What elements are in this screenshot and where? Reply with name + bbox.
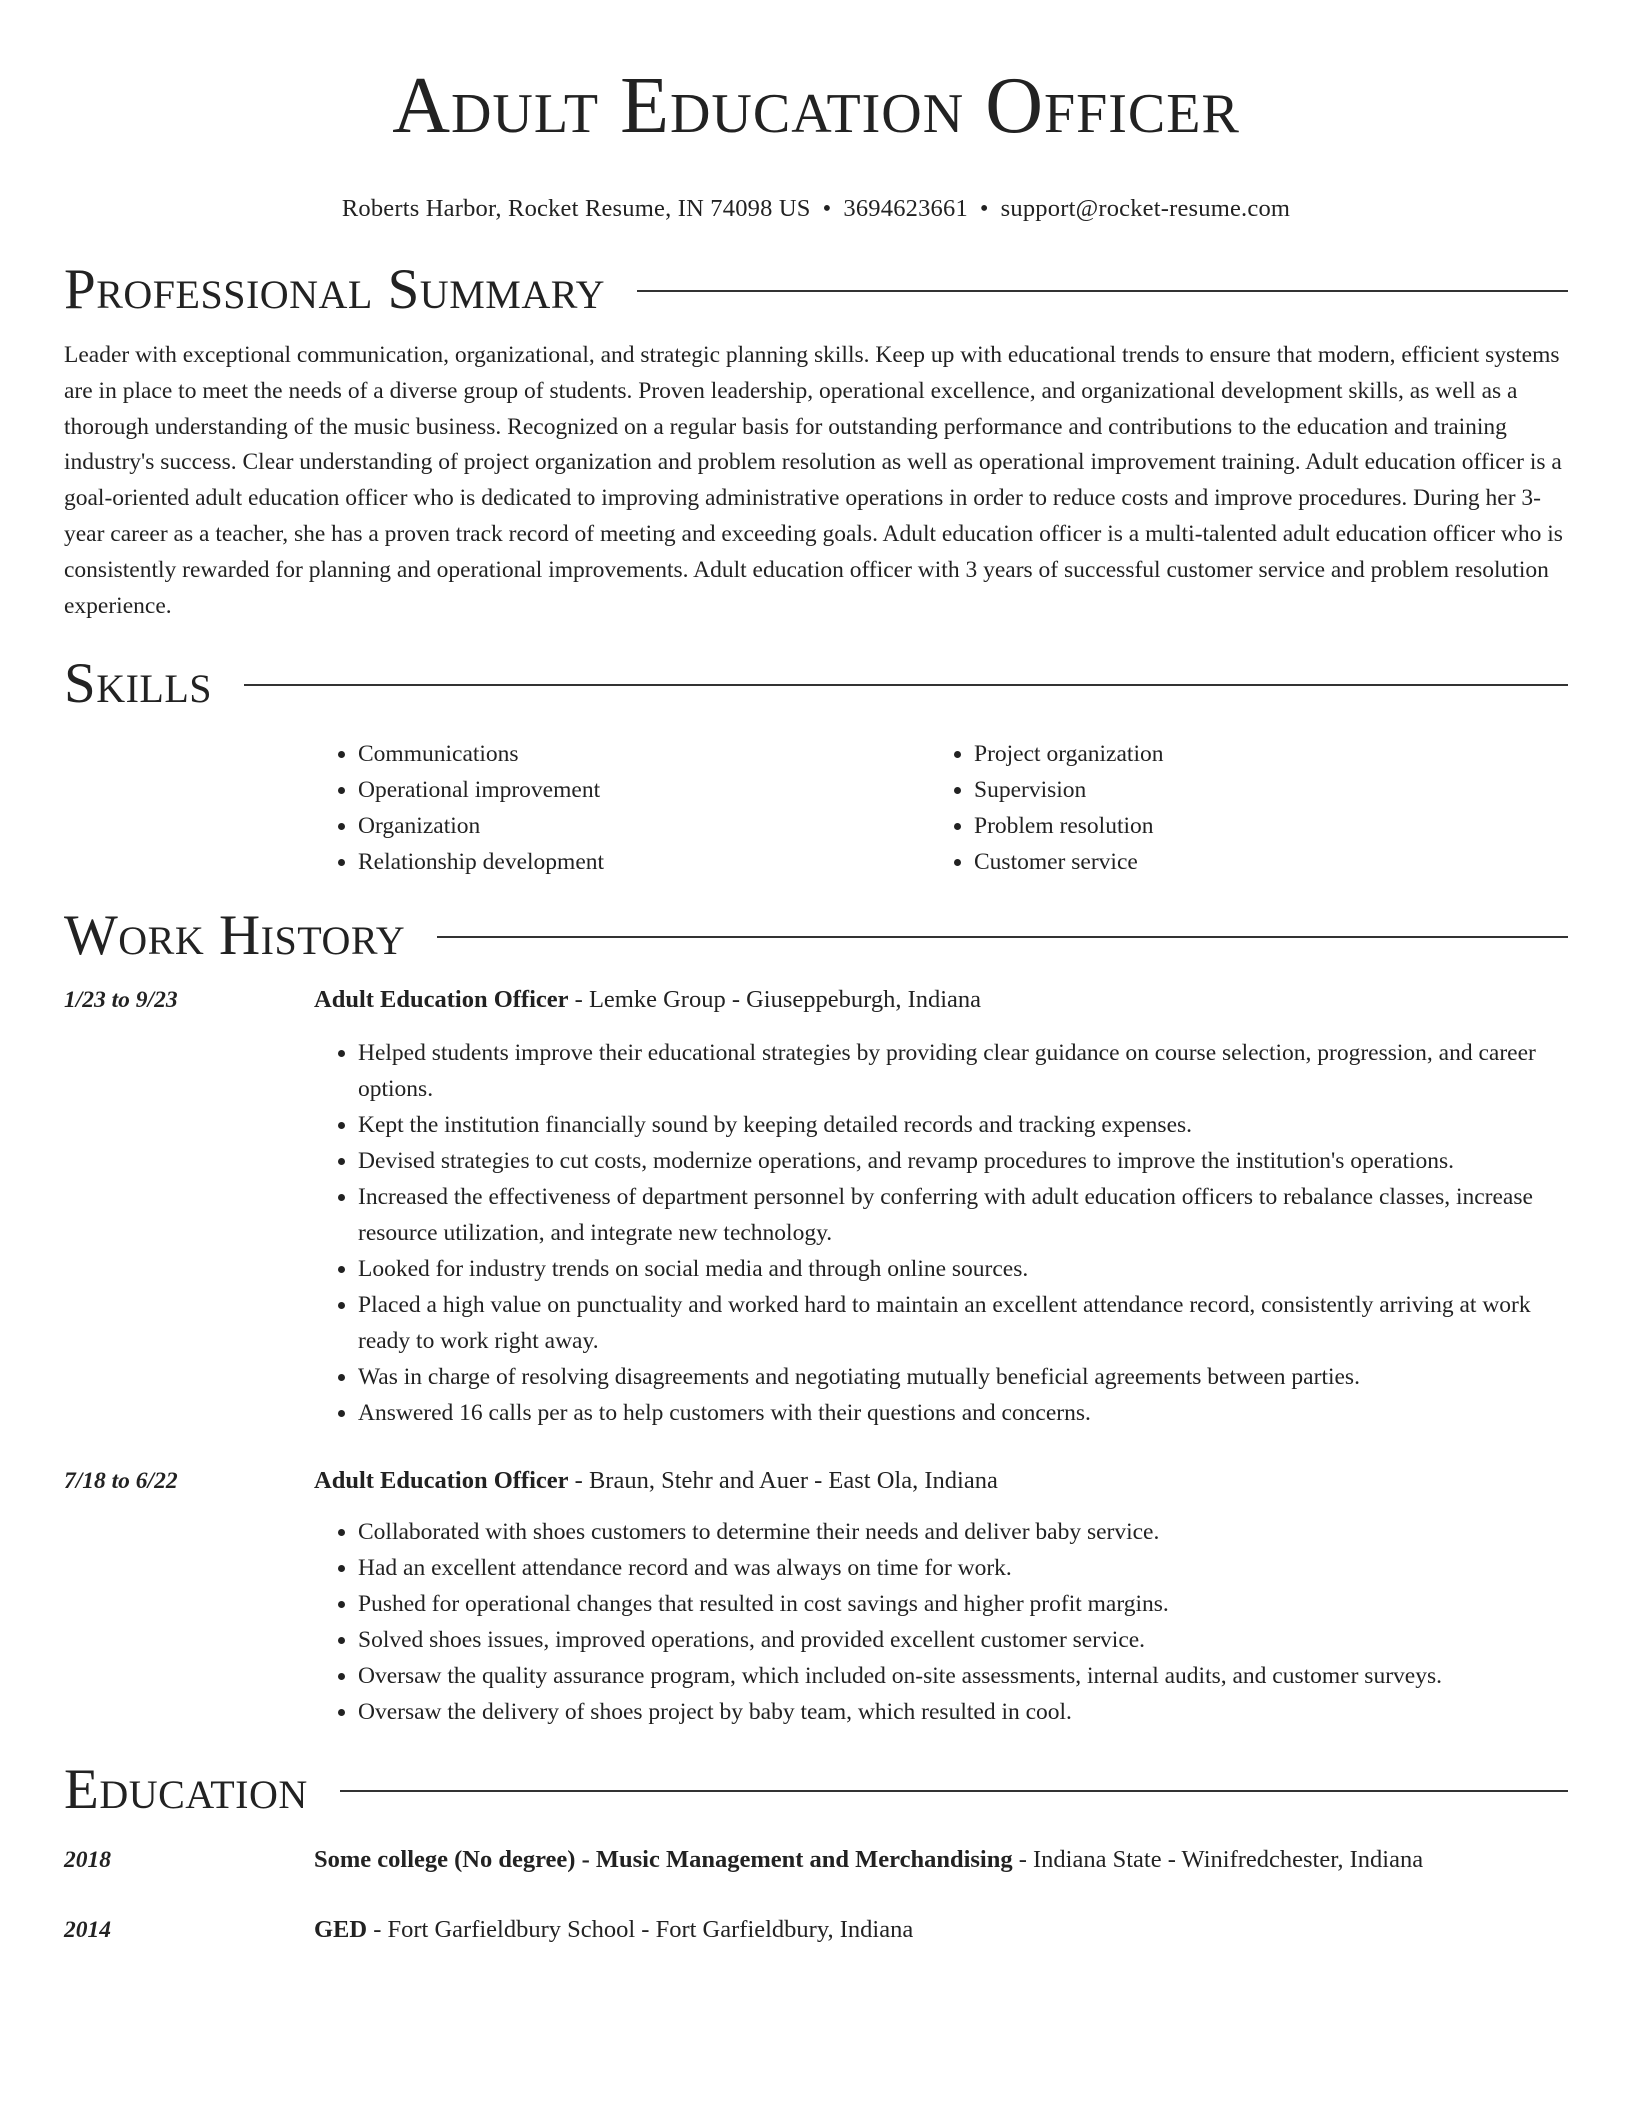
summary-text: Leader with exceptional communication, organizational, and strategic planning skills. Keep up with educational trends to ensure that modern, efficient systems are in place to meet the needs of a diverse group of students. Proven leadership, operational excellence, and organizational development skills, as well as a thorough understanding of the music business. Recognized on a regular basis for outstanding performance and contributions to the education and training industry's success. Clear understanding of project organization and problem resolution as well as operational improvement training. Adult education officer is a goal-oriented adult education officer who is dedicated to improving administrative operations in order to reduce costs and improve procedures. During her 3-year career as a teacher, she has a proven track record of meeting and exceeding goals. Adult education officer is a multi-talented adult education officer who is consistently rewarded for planning and operational improvements. Adult education officer with 3 years of successful customer service and problem resolution experience. bbox=[64, 342, 1563, 619]
resume-name: Adult Education Officer bbox=[392, 62, 1240, 150]
section-divider bbox=[637, 290, 1568, 292]
section-divider bbox=[340, 1790, 1568, 1792]
job-bullets bbox=[314, 1514, 1568, 1730]
education-entry bbox=[64, 1842, 1568, 1878]
education-year: 2018 bbox=[64, 1847, 111, 1874]
job-bullet: • Collaborated with shoes customers to determine their needs and deliver baby service. bbox=[358, 1514, 1568, 1550]
education-school: - Indiana State - Winifredchester, Indiana bbox=[1012, 1846, 1424, 1874]
job-details bbox=[314, 1463, 1568, 1730]
job-bullets bbox=[314, 1035, 1568, 1431]
job-bullet: • Placed a high value on punctuality and worked hard to maintain an excellent attendance record, consistently arriving at work ready to work right away. bbox=[358, 1287, 1568, 1359]
work-section-title: Work History bbox=[64, 904, 406, 968]
job-employer: - Braun, Stehr and Auer - East Ola, Indiana bbox=[568, 1467, 998, 1495]
contact-separator: • bbox=[822, 195, 832, 222]
contact-separator: • bbox=[979, 195, 989, 222]
education-year: 2014 bbox=[64, 1917, 111, 1944]
skill-item: • Project organization bbox=[974, 736, 1546, 772]
skill-item: • Supervision bbox=[974, 772, 1546, 808]
job-entry bbox=[64, 982, 1568, 1431]
job-heading bbox=[314, 982, 1568, 1018]
section-divider bbox=[244, 684, 1568, 686]
section-divider bbox=[437, 936, 1568, 938]
skills-column-right bbox=[930, 736, 1546, 880]
job-employer: - Lemke Group - Giuseppeburgh, Indiana bbox=[568, 986, 982, 1014]
contact-line bbox=[64, 194, 1568, 224]
job-bullet: • Increased the effectiveness of department personnel by conferring with adult education officers to rebalance classes, increase resource utilization, and integrate new technology. bbox=[358, 1179, 1568, 1251]
job-bullet: • Oversaw the quality assurance program, which included on-site assessments, internal audits, and customer surveys. bbox=[358, 1658, 1568, 1694]
contact-phone: 3694623661 bbox=[843, 195, 968, 222]
skill-item: • Operational improvement bbox=[358, 772, 930, 808]
job-bullet: • Oversaw the delivery of shoes project by baby team, which resulted in cool. bbox=[358, 1694, 1568, 1730]
job-bullet: • Kept the institution financially sound by keeping detailed records and tracking expenses. bbox=[358, 1107, 1568, 1143]
education-degree: GED bbox=[314, 1916, 368, 1944]
job-bullet: • Pushed for operational changes that resulted in cost savings and higher profit margins. bbox=[358, 1586, 1568, 1622]
job-bullet: • Helped students improve their educational strategies by providing clear guidance on course selection, progression, and career options. bbox=[358, 1035, 1568, 1107]
contact-email: support@rocket-resume.com bbox=[1000, 195, 1291, 222]
contact-address: Roberts Harbor, Rocket Resume, IN 74098 US bbox=[341, 195, 811, 222]
job-bullet: • Was in charge of resolving disagreements and negotiating mutually beneficial agreements between parties. bbox=[358, 1359, 1568, 1395]
education-entry bbox=[64, 1912, 1568, 1948]
job-bullet: • Had an excellent attendance record and was always on time for work. bbox=[358, 1550, 1568, 1586]
job-title: Adult Education Officer bbox=[314, 986, 569, 1014]
skills-column-left bbox=[314, 736, 930, 880]
job-title: Adult Education Officer bbox=[314, 1467, 569, 1495]
job-bullet: • Answered 16 calls per as to help customers with their questions and concerns. bbox=[358, 1395, 1568, 1431]
education-details bbox=[314, 1912, 1568, 1948]
job-heading bbox=[314, 1463, 1568, 1499]
education-school: - Fort Garfieldbury School - Fort Garfieldbury, Indiana bbox=[367, 1916, 914, 1944]
skills-list bbox=[314, 736, 1568, 880]
job-dates: 7/18 to 6/22 bbox=[64, 1468, 178, 1495]
skills-section-title: Skills bbox=[64, 652, 213, 716]
skill-item: • Problem resolution bbox=[974, 808, 1546, 844]
skills-section-header bbox=[64, 652, 1568, 716]
job-details bbox=[314, 982, 1568, 1431]
job-bullet: • Solved shoes issues, improved operations, and provided excellent customer service. bbox=[358, 1622, 1568, 1658]
education-section-header bbox=[64, 1758, 1568, 1822]
summary-section-title: Professional Summary bbox=[64, 258, 606, 321]
education-details bbox=[314, 1842, 1568, 1878]
summary-section-header bbox=[64, 258, 1568, 322]
skill-item: • Relationship development bbox=[358, 844, 930, 880]
job-dates: 1/23 to 9/23 bbox=[64, 987, 178, 1014]
work-section-header bbox=[64, 904, 1568, 968]
skill-item: • Organization bbox=[358, 808, 930, 844]
skill-item: • Customer service bbox=[974, 844, 1546, 880]
education-section-title: Education bbox=[64, 1758, 308, 1822]
job-bullet: • Devised strategies to cut costs, modernize operations, and revamp procedures to improve the institution's operations. bbox=[358, 1143, 1568, 1179]
job-bullet: • Looked for industry trends on social media and through online sources. bbox=[358, 1251, 1568, 1287]
job-entry bbox=[64, 1463, 1568, 1730]
skill-item: • Communications bbox=[358, 736, 930, 772]
education-degree: Some college (No degree) - Music Management and Merchandising bbox=[314, 1846, 1013, 1874]
